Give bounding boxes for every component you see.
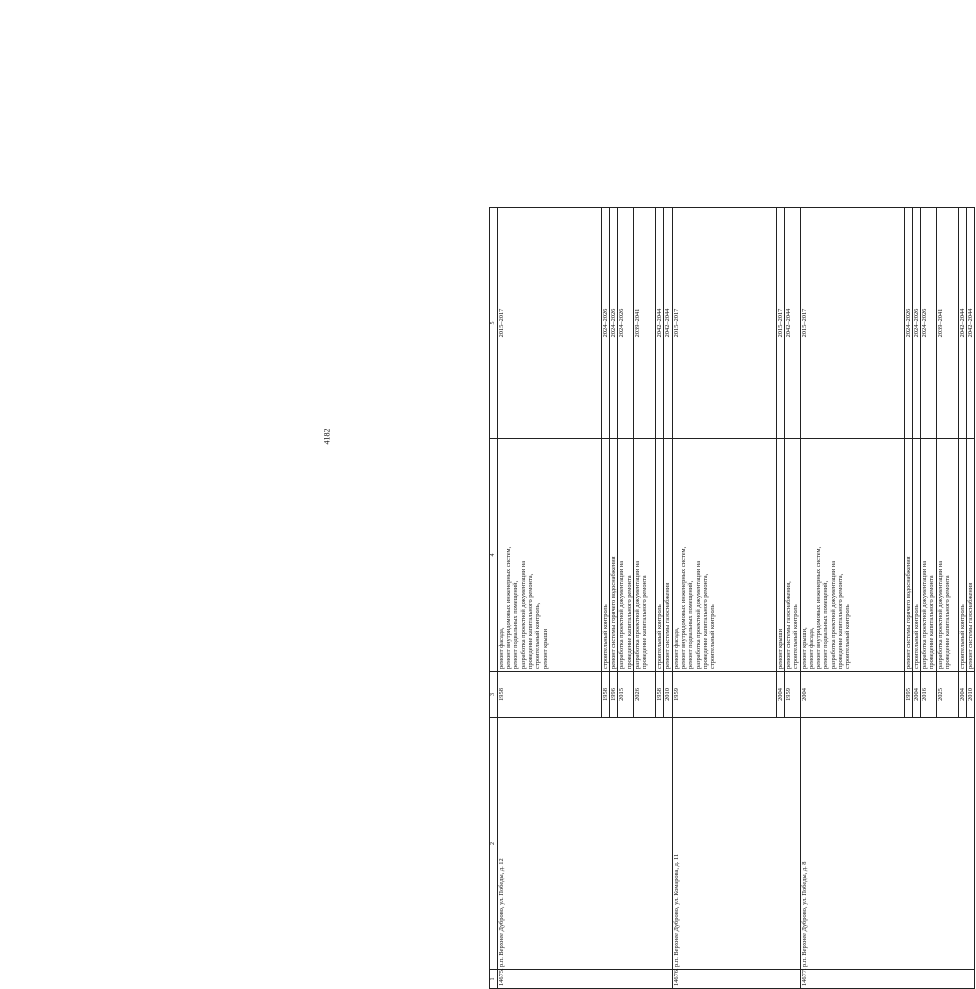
- construction-year: 1958: [497, 672, 601, 718]
- work-type: строительный контроль: [958, 439, 966, 672]
- work-type: ремонт системы горячего водоснабжения: [610, 439, 618, 672]
- repair-schedule-table: [489, 207, 975, 989]
- work-type: строительный контроль: [601, 439, 609, 672]
- repair-period: 2024–2026: [601, 208, 609, 439]
- construction-year: 1995: [904, 672, 912, 718]
- construction-year: 2016: [921, 672, 937, 718]
- work-type: разработка проектной документации на проведение капитального ремонта: [936, 439, 958, 672]
- repair-period: 2024–2026: [610, 208, 618, 439]
- table-row: [800, 208, 904, 989]
- work-type: разработка проектной документации на проведение капитального ремонта: [634, 439, 656, 672]
- work-type: ремонт крыши, ремонт фасада, ремонт внутридомовых инженерных систем, ремонт подвальных помещений, разработка проектной документации на проведение капитального ремонта, строительный контроль: [800, 439, 904, 672]
- construction-year: 2026: [634, 672, 656, 718]
- construction-year: 2015: [618, 672, 634, 718]
- construction-year: 1996: [610, 672, 618, 718]
- repair-period: 2024–2026: [904, 208, 912, 439]
- construction-year: 1958: [601, 672, 609, 718]
- construction-year: 2010: [664, 672, 672, 718]
- construction-year: 1959: [784, 672, 800, 718]
- column-number: 3: [490, 672, 498, 718]
- repair-period: 2015–2017: [800, 208, 904, 439]
- repair-period: 2042–2044: [966, 208, 974, 439]
- repair-period: 2024–2026: [912, 208, 920, 439]
- work-type: ремонт фасада, ремонт внутридомовых инженерных систем, ремонт подвальных помещений, разработка проектной документации на проведение капитального ремонта, строительный контроль, ремонт крыши: [497, 439, 601, 672]
- table-body: [497, 208, 974, 989]
- repair-period: 2039–2041: [634, 208, 656, 439]
- table-row: [672, 208, 776, 989]
- building-address: р.п. Верхнее Дуброво, ул. Комарова, д. 11: [672, 718, 800, 970]
- construction-year: 2004: [912, 672, 920, 718]
- work-type: ремонт крыши: [776, 439, 784, 672]
- work-type: разработка проектной документации на проведение капитального ремонта: [921, 439, 937, 672]
- work-type: ремонт системы газоснабжения, строительный контроль: [784, 439, 800, 672]
- column-number: 2: [490, 718, 498, 970]
- repair-period: 2042–2044: [784, 208, 800, 439]
- repair-period: 2024–2026: [618, 208, 634, 439]
- repair-schedule-table-wrapper: [489, 208, 976, 989]
- repair-period: 2015–2017: [672, 208, 776, 439]
- repair-period: 2039–2041: [936, 208, 958, 439]
- column-number-row: [490, 208, 498, 989]
- work-type: ремонт системы газоснабжения: [966, 439, 974, 672]
- repair-period: 2024–2026: [921, 208, 937, 439]
- column-number: 4: [490, 439, 498, 672]
- entry-number: 14676.: [672, 970, 800, 989]
- repair-period: 2042–2044: [664, 208, 672, 439]
- repair-period: 2042–2044: [958, 208, 966, 439]
- work-type: строительный контроль: [912, 439, 920, 672]
- work-type: ремонт фасада, ремонт внутридомовых инженерных систем, ремонт подвальных помещений, разработка проектной документации на проведение капитального ремонта, строительный контроль: [672, 439, 776, 672]
- construction-year: 2004: [776, 672, 784, 718]
- building-address: р.п. Верхнее Дуброво, ул. Победы, д. 12: [497, 718, 672, 970]
- column-number: 1: [490, 970, 498, 989]
- entry-number: 14677.: [800, 970, 975, 989]
- construction-year: 2004: [958, 672, 966, 718]
- building-address: р.п. Верхнее Дуброво, ул. Победы, д. 8: [800, 718, 975, 970]
- work-type: строительный контроль: [656, 439, 664, 672]
- entry-number: 14675.: [497, 970, 672, 989]
- construction-year: 1959: [672, 672, 776, 718]
- page-number: 4182: [322, 428, 332, 445]
- repair-period: 2042–2044: [656, 208, 664, 439]
- table-row: [497, 208, 601, 989]
- work-type: ремонт системы газоснабжения: [664, 439, 672, 672]
- column-number: 5: [490, 208, 498, 439]
- construction-year: 2010: [966, 672, 974, 718]
- construction-year: 2025: [936, 672, 958, 718]
- repair-period: 2015–2017: [776, 208, 784, 439]
- repair-period: 2015–2017: [497, 208, 601, 439]
- construction-year: 2004: [800, 672, 904, 718]
- construction-year: 1958: [656, 672, 664, 718]
- work-type: разработка проектной документации на проведение капитального ремонта: [618, 439, 634, 672]
- work-type: ремонт системы горячего водоснабжения: [904, 439, 912, 672]
